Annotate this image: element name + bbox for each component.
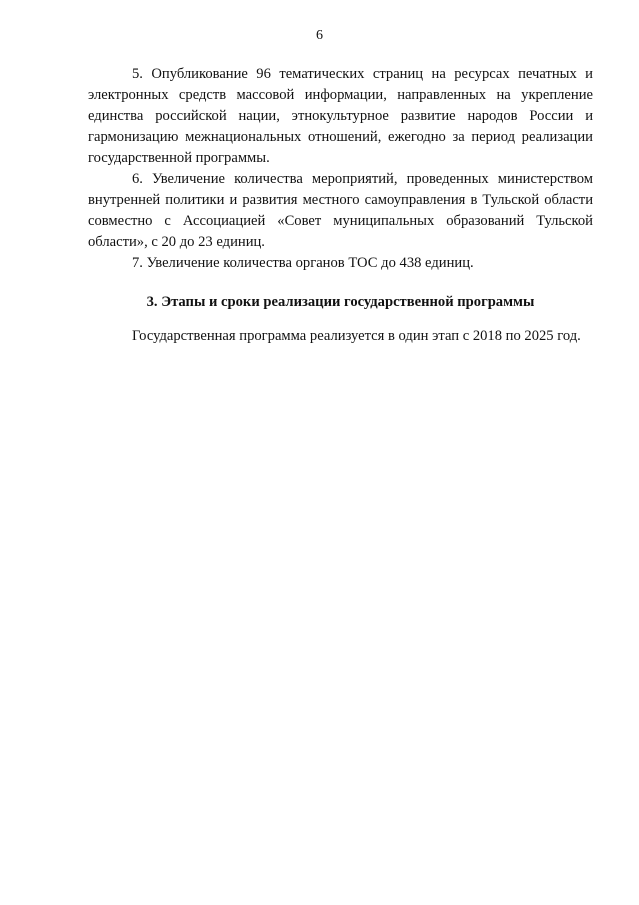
section-body	[88, 326, 593, 347]
paragraph-item-5: 5. Опубликование 96 тематических страниц на ресурсах печатных и электронных средств массовой информации, направленных на укрепление единства российской нации, этнокультурное развитие народов России и гармонизацию межнациональных отношений, ежегодно за период реализации государственной программы.	[88, 66, 593, 166]
section-paragraph: Государственная программа реализуется в один этап с 2018 по 2025 год.	[132, 328, 581, 344]
paragraph-item-6: 6. Увеличение количества мероприятий, проведенных министерством внутренней политики и развития местного самоуправления в Тульской области совместно с Ассоциацией «Совет муниципальных образований Тульской области», с 20 до 23 единиц.	[88, 171, 593, 250]
page-number: 6	[316, 28, 323, 43]
results-list	[88, 64, 593, 274]
section-heading: 3. Этапы и сроки реализации государственной программы	[146, 294, 535, 310]
paragraph-item-7: 7. Увеличение количества органов ТОС до 438 единиц.	[132, 255, 474, 271]
